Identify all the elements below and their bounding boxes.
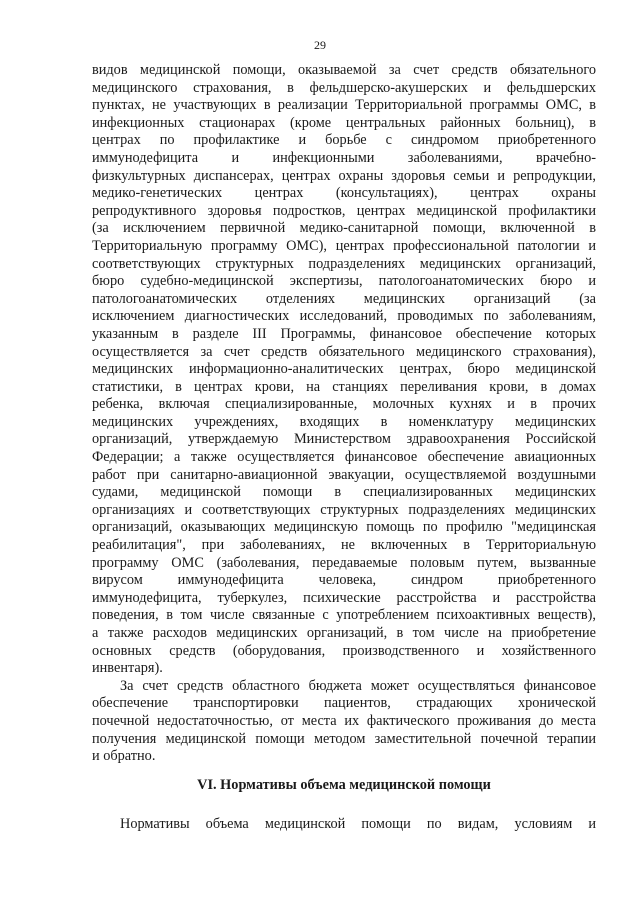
text-line: иммунодефицита, туберкулез, психические расстройства и расстройства <box>92 589 596 606</box>
text-line: указанным в разделе III Программы, финансовое обеспечение которых <box>92 325 596 342</box>
text-line: работ при санитарно-авиационной эвакуации, осуществляемой воздушными <box>92 466 596 483</box>
page-number: 29 <box>314 38 326 52</box>
text-line: обеспечение транспортировки пациентов, страдающих хронической <box>92 695 596 712</box>
text-line: (за исключением первичной медико-санитарной помощи, включенной в <box>92 220 596 237</box>
text-line: судами, медицинской помощи в специализированных медицинских <box>92 484 596 501</box>
text-line: пунктах, не участвующих в реализации Территориальной программы ОМС, в <box>92 97 596 114</box>
text-line: видов медицинской помощи, оказываемой за счет средств обязательного <box>92 62 596 78</box>
paragraph-1 <box>92 62 596 678</box>
text-line: Нормативы объема медицинской помощи по видам, условиям и <box>120 816 596 832</box>
text-line: Территориальную программу ОМС), центрах профессиональной патологии и <box>92 237 596 254</box>
text-line: репродуктивного здоровья подростков, центрах медицинской профилактики <box>92 202 596 219</box>
text-line: организаций, оказывающих медицинскую помощь по профилю "медицинская <box>92 519 596 536</box>
body-text <box>92 62 596 766</box>
text-line: иммунодефицита и инфекционными заболеваниями, врачебно- <box>92 149 596 166</box>
text-line: статистики, в центрах крови, на станциях переливания крови, в домах <box>92 378 596 395</box>
text-line: медицинских информационно-аналитических центрах, бюро медицинской <box>92 361 596 378</box>
text-line: медицинского страхования, в фельдшерско-акушерских и фельдшерских <box>92 79 596 96</box>
text-line: бюро судебно-медицинской экспертизы, патологоанатомических бюро и <box>92 273 596 290</box>
section-heading: VI. Нормативы объема медицинской помощи <box>197 777 491 793</box>
text-line: вирусом иммунодефицита человека, синдром приобретенного <box>92 572 596 589</box>
text-line: поведения, в том числе связанные с употреблением психоактивных веществ), <box>92 607 596 624</box>
text-line: физкультурных диспансерах, центрах охраны здоровья семьи и репродукции, <box>92 167 596 184</box>
text-line: За счет средств областного бюджета может осуществляться финансовое <box>120 677 596 694</box>
text-line: организаций, утверждаемую Министерством здравоохранения Российской <box>92 431 596 448</box>
text-line: получения медицинской помощи методом заместительной почечной терапии <box>92 730 596 747</box>
text-line: исключением диагностических исследований, проводимых по заболеваниям, <box>92 308 596 325</box>
text-line: и обратно. <box>92 748 156 765</box>
text-line: программу ОМС (заболевания, передаваемые половым путем, вызванные <box>92 554 596 571</box>
text-line: инвентаря). <box>92 660 163 677</box>
paragraph-2 <box>92 678 596 766</box>
text-line: медико-генетических центрах (консультациях), центрах охраны <box>92 185 596 202</box>
text-line: реабилитация", при заболеваниях, не включенных в Территориальную <box>92 537 596 554</box>
text-line: патологоанатомических отделениях медицинских организаций (за <box>92 290 596 307</box>
text-line: инфекционных стационарах (кроме центральных районных больниц), в <box>92 114 596 131</box>
text-line: центрах по профилактике и борьбе с синдромом приобретенного <box>92 132 596 149</box>
text-line: осуществляется за счет средств обязательного медицинского страхования), <box>92 343 596 360</box>
text-line: соответствующих структурных подразделениях медицинских организаций, <box>92 255 596 272</box>
text-line: медицинских учреждениях, входящих в номенклатуру медицинских <box>92 413 596 430</box>
text-line: ребенка, включая специализированные, молочных кухнях и в прочих <box>92 396 596 413</box>
text-line: почечной недостаточностью, от места их фактического проживания до места <box>92 712 596 729</box>
text-line: а также расходов медицинских организаций, в том числе на приобретение <box>92 625 596 641</box>
text-line: Федерации; а также осуществляется финансовое обеспечение авиационных <box>92 449 596 466</box>
text-line: организациях и соответствующих структурных подразделениях медицинских <box>92 501 596 518</box>
paragraph-3 <box>92 816 596 834</box>
text-line: основных средств (оборудования, производственного и хозяйственного <box>92 642 596 659</box>
